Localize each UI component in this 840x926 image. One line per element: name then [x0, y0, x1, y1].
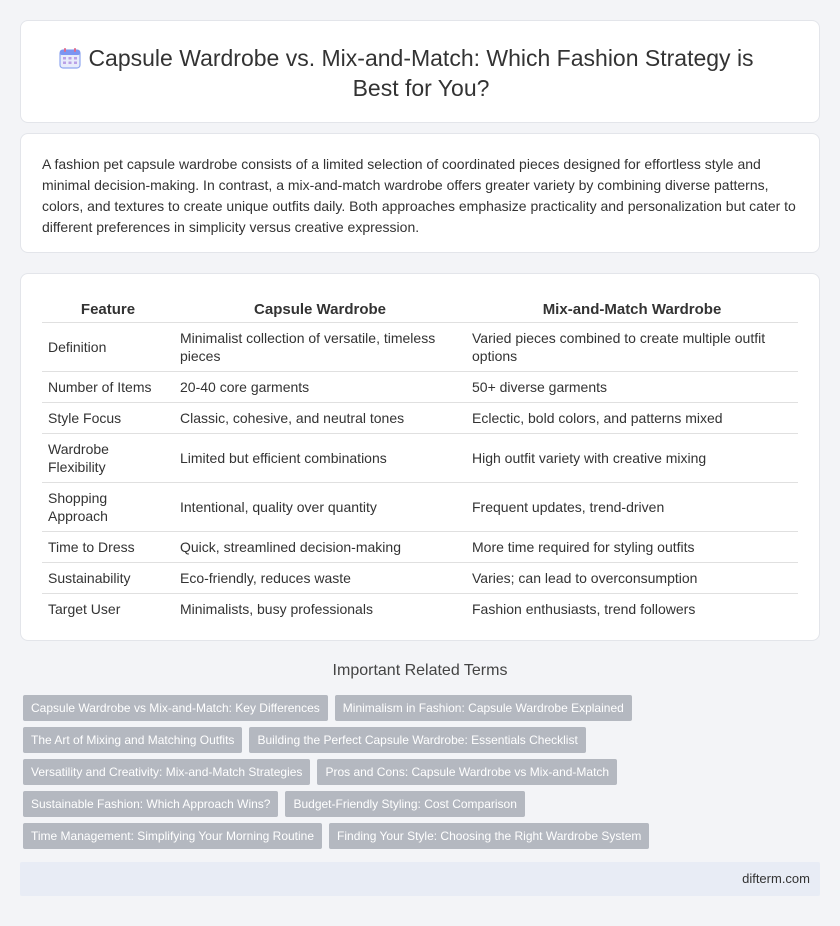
table-cell: Quick, streamlined decision-making: [174, 531, 466, 562]
related-term-tag[interactable]: Minimalism in Fashion: Capsule Wardrobe Explained: [335, 695, 632, 721]
table-row: [42, 322, 798, 371]
intro-card: [20, 133, 820, 253]
table-cell: Limited but efficient combinations: [174, 433, 466, 482]
table-cell: 50+ diverse garments: [466, 371, 798, 402]
page-title: Capsule Wardrobe vs. Mix-and-Match: Which Fashion Strategy is Best for You?: [88, 44, 754, 101]
related-term-tag[interactable]: Sustainable Fashion: Which Approach Wins?: [23, 791, 278, 817]
table-cell: Target User: [48, 600, 121, 617]
table-cell: Intentional, quality over quantity: [174, 482, 466, 531]
table-header-row: [42, 294, 798, 322]
related-terms-list: [23, 695, 823, 855]
table-row: [42, 482, 798, 531]
related-term-tag[interactable]: Budget-Friendly Styling: Cost Comparison: [285, 791, 524, 817]
table-cell: Sustainability: [42, 562, 174, 593]
table-cell: Eco-friendly, reduces waste: [174, 562, 466, 593]
intro-paragraph: A fashion pet capsule wardrobe consists of a limited selection of coordinated pieces designed for effortless style and minimal decision-making. In contrast, a mix-and-match wardrobe offers greater variety by combining diverse patterns, colors, and textures to create unique outfits daily. Both approaches emphasize practicality and personalization but cater to different preferences in simplicity versus creative expression.: [42, 156, 796, 235]
related-terms-heading: Important Related Terms: [332, 662, 508, 679]
table-cell: More time required for styling outfits: [466, 531, 798, 562]
title-card: [20, 20, 820, 123]
table-cell: Number of Items: [42, 371, 174, 402]
table-cell: Frequent updates, trend-driven: [466, 482, 798, 531]
related-term-tag[interactable]: Building the Perfect Capsule Wardrobe: Essentials Checklist: [249, 727, 585, 753]
related-term-tag[interactable]: Time Management: Simplifying Your Morning Routine: [23, 823, 322, 849]
table-cell: Definition: [42, 322, 174, 371]
footer-site-link[interactable]: difterm.com: [742, 871, 810, 886]
table-row: [42, 562, 798, 593]
related-term-tag[interactable]: The Art of Mixing and Matching Outfits: [23, 727, 242, 753]
table-cell: Eclectic, bold colors, and patterns mixed: [466, 402, 798, 433]
column-header: Feature: [42, 294, 174, 322]
comparison-table-card: [20, 273, 820, 641]
table-cell: High outfit variety with creative mixing: [466, 433, 798, 482]
table-cell: Time to Dress: [42, 531, 174, 562]
table-row: [42, 371, 798, 402]
related-term-tag[interactable]: Versatility and Creativity: Mix-and-Match Strategies: [23, 759, 310, 785]
table-cell: Classic, cohesive, and neutral tones: [174, 402, 466, 433]
table-cell: Fashion enthusiasts, trend followers: [472, 600, 696, 617]
table-row: [42, 593, 798, 624]
comparison-table: [42, 294, 798, 624]
table-cell: Varied pieces combined to create multiple outfit options: [466, 322, 798, 371]
table-cell: Style Focus: [42, 402, 174, 433]
related-term-tag[interactable]: Finding Your Style: Choosing the Right Wardrobe System: [329, 823, 649, 849]
table-row: [42, 433, 798, 482]
table-cell: 20-40 core garments: [174, 371, 466, 402]
table-cell: Minimalist collection of versatile, timeless pieces: [174, 322, 466, 371]
column-header: Mix-and-Match Wardrobe: [466, 294, 798, 322]
table-cell: Minimalists, busy professionals: [180, 600, 373, 617]
related-term-tag[interactable]: Pros and Cons: Capsule Wardrobe vs Mix-and-Match: [317, 759, 617, 785]
table-row: [42, 531, 798, 562]
column-header: Capsule Wardrobe: [174, 294, 466, 322]
table-row: [42, 402, 798, 433]
table-cell: Shopping Approach: [42, 482, 174, 531]
footer-bar: [20, 862, 820, 896]
related-term-tag[interactable]: Capsule Wardrobe vs Mix-and-Match: Key Differences: [23, 695, 328, 721]
table-cell: Varies; can lead to overconsumption: [466, 562, 798, 593]
table-cell: Wardrobe Flexibility: [42, 433, 174, 482]
